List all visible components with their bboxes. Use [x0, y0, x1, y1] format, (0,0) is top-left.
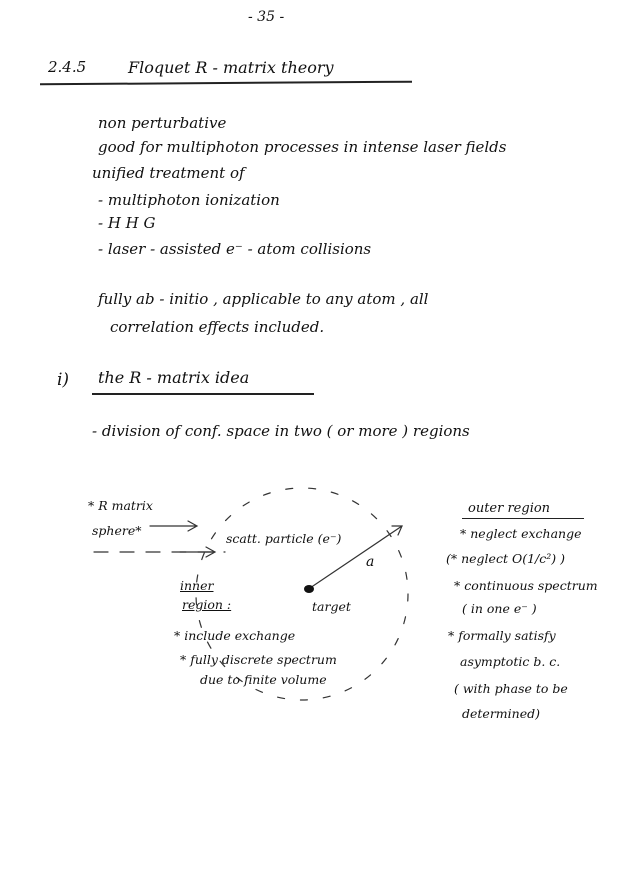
- intro-line: good for multiphoton processes in intense laser fields: [98, 138, 507, 156]
- section-title: Floquet R - matrix theory: [128, 58, 334, 77]
- inner-region-label: region :: [182, 597, 232, 612]
- intro-list-item: - multiphoton ionization: [98, 191, 280, 209]
- outer-note: * continuous spectrum: [454, 578, 598, 593]
- inner-note: * fully discrete spectrum: [180, 652, 337, 667]
- inner-note: due to finite volume: [200, 672, 327, 687]
- r-matrix-sphere: [196, 488, 408, 700]
- intro-line: non perturbative: [98, 114, 227, 132]
- outer-note: * formally satisfy: [448, 628, 556, 643]
- outer-region-title: outer region: [468, 501, 551, 516]
- outer-note: ( in one e⁻ ): [462, 601, 537, 616]
- subsection-number: i): [57, 370, 70, 390]
- section-underline: [40, 81, 412, 85]
- outer-note: determined): [462, 706, 540, 721]
- target-label: target: [312, 599, 351, 614]
- outer-note: asymptotic b. c.: [460, 654, 561, 669]
- scatt-particle-label: scatt. particle (e⁻): [226, 531, 342, 546]
- section-number: 2.4.5: [48, 58, 87, 76]
- subsection-title: the R - matrix idea: [98, 368, 250, 387]
- inner-note: * include exchange: [174, 628, 296, 643]
- sphere-arrow: [150, 521, 197, 531]
- scatt-arrow: [180, 547, 215, 557]
- intro-line: unified treatment of: [92, 164, 245, 182]
- intro-list-item: - H H G: [98, 214, 156, 232]
- sphere-label: sphere*: [92, 523, 142, 538]
- inner-region-label: inner: [180, 578, 214, 593]
- target-dot: [304, 585, 314, 593]
- outer-note: (* neglect O(1/c²) ): [446, 551, 565, 566]
- outer-note: * neglect exchange: [460, 526, 582, 541]
- r-matrix-label: * R matrix: [88, 498, 153, 513]
- intro-list-item: - laser - assisted e⁻ - atom collisions: [98, 240, 372, 258]
- page-number: - 35 -: [248, 9, 285, 25]
- outer-note: ( with phase to be: [454, 681, 568, 696]
- outer-region-underline: [462, 518, 584, 519]
- intro-line: fully ab - initio , applicable to any atom , all: [98, 290, 429, 308]
- division-line: - division of conf. space in two ( or more ) regions: [92, 422, 470, 440]
- subsection-underline: [92, 393, 314, 395]
- radius-label: a: [366, 554, 375, 570]
- intro-line: correlation effects included.: [110, 318, 325, 336]
